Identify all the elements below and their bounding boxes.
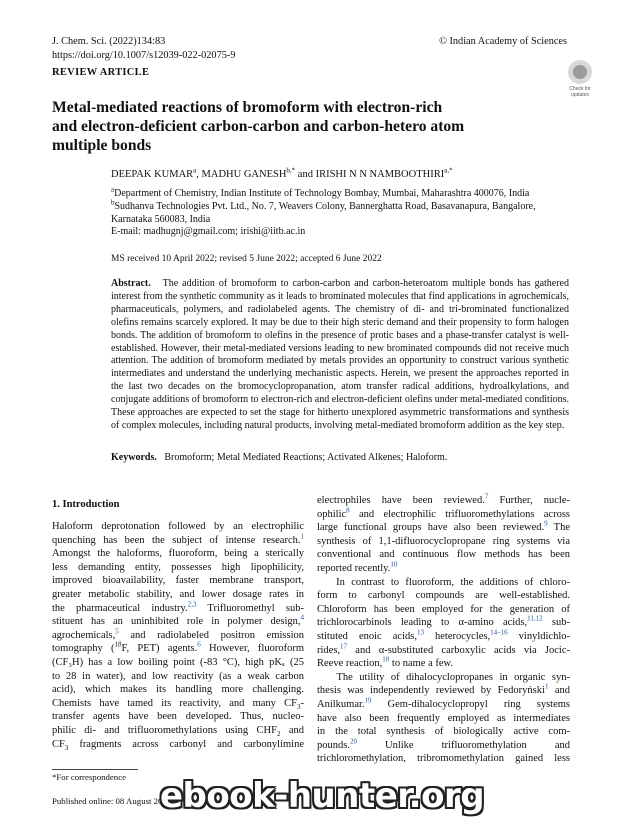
citation-link[interactable]: 14–16 <box>490 628 508 637</box>
text-line: have also been frequently employed as intermediates <box>317 712 570 724</box>
author-affiliation-mark: a <box>193 166 197 175</box>
text-line: pounds.$^{20}$ Unlike trifluoromethylation and <box>317 737 570 751</box>
text-line: thesis was independently reviewed by Fedoryński$^1$ and <box>317 682 570 697</box>
citation-link[interactable]: 7 <box>484 492 489 501</box>
citation-link[interactable]: 9 <box>544 519 548 528</box>
author-affiliation-mark: b,* <box>286 166 296 175</box>
text-line: Chemists have tamed its reactivity, and many $CF_3-$ <box>52 697 304 711</box>
text-line: conventional and continuous flow methods has been <box>317 549 570 561</box>
text-line: trichlorocarbinols leading to α-amino acids,$^{11,12}$ sub- <box>317 614 570 629</box>
affiliation-b <box>111 198 581 214</box>
citation-link[interactable]: 1 <box>544 682 549 691</box>
text-line: to 28 in water), and low reactivity (as a weak carbon <box>52 670 304 682</box>
citation-link[interactable]: 19 <box>364 696 372 705</box>
citation-link[interactable]: 11,12 <box>527 614 543 623</box>
text-line: stituted enoic acids,$^{13}$ heterocycles,$^{14-16}$ vinyldichlo- <box>317 628 571 642</box>
citation-link[interactable]: 20 <box>349 737 357 746</box>
text-line: (CF₃H) has a low boiling point (-83 °C), high pKₐ (25 <box>52 656 304 668</box>
email-line: E-mail: madhugnj@gmail.com; irishi@iitb.ac.in <box>111 226 306 238</box>
body-column-right <box>317 494 570 766</box>
keywords <box>111 452 447 463</box>
text-line: improved bioavailability, faster membrane transport, <box>52 575 304 587</box>
text-line: form to carbonyl compounds are well-established. <box>317 590 570 602</box>
text-line: large functional groups have also been reviewed.$^9$ The <box>317 519 570 534</box>
text-line: The utility of dihalocyclopropanes in organic syn- <box>336 671 570 683</box>
affiliation-mark: a <box>111 185 115 194</box>
author-affiliation-mark: a,* <box>444 166 453 175</box>
citation-link[interactable]: 6 <box>197 640 201 649</box>
citation-link[interactable]: 17 <box>340 642 348 651</box>
affiliation-text: Department of Chemistry, Indian Institute of Technology Bombay, Mumbai, Maharashtra 400076, India <box>114 188 530 199</box>
text-line: electrophiles have been reviewed.$^7$ Further, nucle- <box>317 492 570 506</box>
article-title <box>52 98 572 155</box>
text-line: agrochemicals,$^5$ and radiolabeled positron emission <box>52 627 304 641</box>
check-updates-label: Check for updates <box>569 86 591 98</box>
text-line: Haloform deprotonation followed by an electrophilic <box>52 521 304 532</box>
journal-citation: J. Chem. Sci. (2022)134:83 <box>52 36 166 47</box>
section-heading: 1. Introduction <box>52 499 120 510</box>
affiliations <box>111 185 581 239</box>
text-line: Reeve reaction,$^{18}$ to name a few. <box>317 655 454 670</box>
text-line: ophilic$^8$ and electrophilic trifluoromethylations across <box>317 506 570 520</box>
article-type: REVIEW ARTICLE <box>52 67 150 78</box>
text-line: quenching has been the subject of intense research.$^1$ <box>52 532 304 546</box>
text-line: less demanding entity, possesses high lipophilicity, <box>52 561 304 573</box>
abstract-label: Abstract. <box>111 278 151 289</box>
publisher-society: © Indian Academy of Sciences <box>439 36 567 47</box>
text-line: acid), which makes its handling more challenging. <box>52 684 304 696</box>
author-separator: , <box>196 169 202 180</box>
text-line: reported recently.$^{10}$ <box>317 560 398 574</box>
text-line: trichloromethylation, tribromomethylation gained less <box>317 753 570 765</box>
text-line: transfer agents have been developed. Thus, nucleo- <box>52 711 304 723</box>
text-line: $CF_3$ fragments across carbonyl and carbonylimine <box>52 738 304 752</box>
text-line: stituent has an uninhibited role in polymer design,$^4$ <box>52 613 304 628</box>
text-line: greater metabolic stability, and lower dosage rates in <box>52 588 304 600</box>
title-line: multiple bonds <box>52 137 152 154</box>
text-line: Anilkumar.$^{19}$ Gem-dihalocyclopropyl ring systems <box>317 696 570 710</box>
text-line: rides,$^{17}$ and α-substituted carboxylic acids via Jocic- <box>317 642 570 656</box>
citation-link[interactable]: 10 <box>390 560 398 569</box>
text-line: In contrast to fluoroform, the additions of chloro- <box>336 576 570 588</box>
citation-link[interactable]: 5 <box>115 627 119 636</box>
citation-link[interactable]: 2,3 <box>187 600 197 609</box>
citation-link[interactable]: 18 <box>382 655 390 664</box>
author-list <box>111 166 453 180</box>
text-line: Amongst the haloforms, fluoroform, being a sterically <box>52 548 304 560</box>
text-line: tomography ($^{18}$F, PET) agents.$^6$ However, fluoroform <box>52 640 304 655</box>
keywords-label: Keywords. <box>111 452 157 463</box>
affiliation-a <box>111 185 581 201</box>
text-line: the pharmaceutical industry.$^{2,3}$ Trifluoromethyl sub- <box>52 600 304 614</box>
affiliation-b-cont: Karnataka 560083, India <box>111 213 211 225</box>
text-line: synthesis of 1,1-difluorocyclopropane ring systems via <box>317 535 570 547</box>
body-column-left <box>52 520 304 751</box>
citation-link[interactable]: 4 <box>300 613 304 622</box>
author-name: MADHU GANESH <box>201 169 287 180</box>
manuscript-dates: MS received 10 April 2022; revised 5 June 2022; accepted 6 June 2022 <box>111 254 382 264</box>
title-line: Metal-mediated reactions of bromoform with electron-rich <box>52 99 443 116</box>
text-line: philic di- and trifluoromethylations using $CHF_2$ and <box>52 724 304 738</box>
published-date: Published online: 08 August 2022 <box>52 796 172 806</box>
title-line: and electron-deficient carbon-carbon and carbon-hetero atom <box>52 118 465 135</box>
correspondence-footnote: *For correspondence <box>52 772 127 782</box>
keywords-text: Bromoform; Metal Mediated Reactions; Activated Alkenes; Haloform. <box>164 452 448 463</box>
author-name: IRISHI N N NAMBOOTHIRI <box>315 169 445 180</box>
author-separator: and <box>295 169 316 180</box>
doi-link[interactable]: https://doi.org/10.1007/s12039-022-02075-9 <box>52 50 236 61</box>
abstract-text: The addition of bromoform to carbon-carbon and carbon-heteroatom multiple bonds has gathered interest from the synthetic community as it leads to brominated molecules that find applications in agrochemicals, pharmaceuticals, polymers, and radiolabeled agents. The chemistry of di- and tri-brominated functionalized olefins remains scarcely explored. It may be due to their high steric demand and their propensity to form halogen bonds. The addition of bromoform to olefins in the presence of protic bases and a phase-transfer catalyst is well-established. However, their metal-mediated versions leading to new brominated compounds did not receive much attention. The addition of bromoform mediated by metals provides an opportunity to construct various synthetic intermediates and understand the underlying mechanistic aspects. Herein, we present the approaches reported in the last two decades on the bromocyclopropanation, atom transfer radical additions, hydroalkylations, and conjugate additions of bromoform to electron-rich and electron-deficient olefins under metal-mediated conditions. These approaches are expected to set the stage for hitherto unexplored asymmetric transformations and synthesis of complex molecules, including natural products, involving metal-mediated bromoform addition as the key step. <box>111 278 569 431</box>
footnote-divider <box>52 769 138 770</box>
text-line: Chloroform has been employed for the generation of <box>317 603 570 615</box>
citation-link[interactable]: 1 <box>300 532 304 541</box>
text-line: in the total synthesis of biologically active com- <box>317 726 570 738</box>
affiliation-text: Sudhanva Technologies Pvt. Ltd., No. 7, Weavers Colony, Bannerghatta Road, Basavanapura, Bangalore, <box>114 200 536 212</box>
check-for-updates-badge[interactable] <box>566 60 594 98</box>
check-updates-icon <box>568 60 592 84</box>
citation-link[interactable]: 8 <box>346 506 350 515</box>
affiliation-mark: b <box>111 198 115 207</box>
watermark: ebook-hunter.org <box>160 776 485 816</box>
author-name: DEEPAK KUMAR <box>111 169 194 180</box>
citation-link[interactable]: 13 <box>416 628 424 637</box>
abstract <box>111 278 569 433</box>
